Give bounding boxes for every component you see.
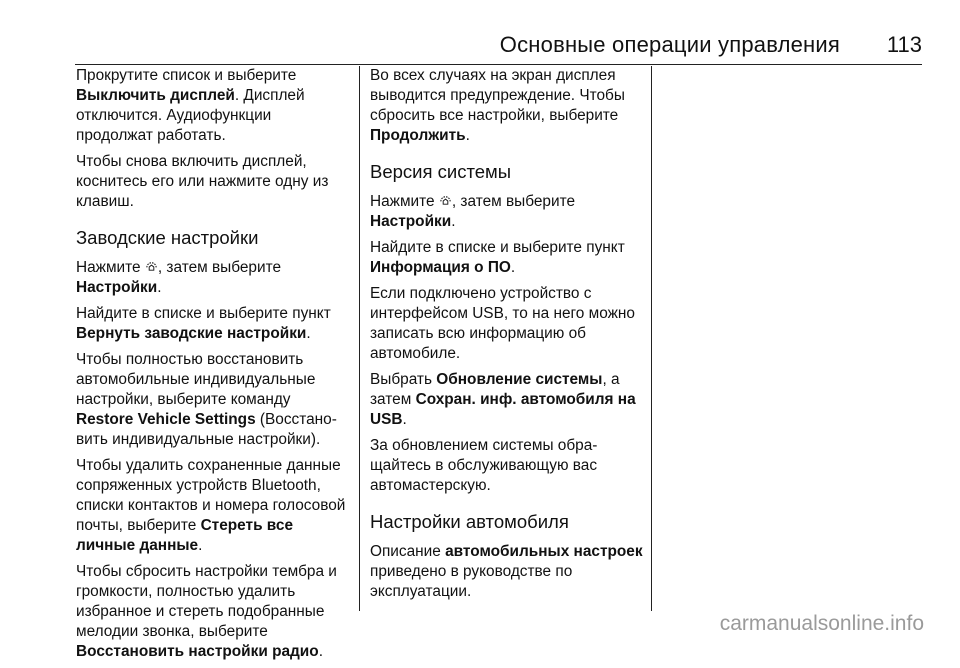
menu-command: Restore Vehicle Settings [76, 411, 256, 428]
text: . [451, 213, 456, 230]
text: . [510, 259, 516, 276]
section-heading-factory-settings: Заводские настройки [76, 227, 259, 248]
page-number: 113 [886, 32, 922, 57]
text: . [157, 279, 162, 296]
text: Описание [370, 543, 441, 560]
paragraph: За обновлением системы обращайтесь в обслуживающую вас автомастерскую. [370, 437, 598, 494]
paragraph [370, 238, 645, 278]
text: . [198, 537, 203, 554]
paragraph: Если подключено устройство с интерфейсом USB, то на него можно записать всю информацию об автомобиле. [370, 285, 635, 362]
text: приведено в руководстве по эксплуатации. [370, 563, 573, 600]
text: Найдите в списке и выберите пункт [370, 239, 625, 256]
menu-command: Настройки [76, 279, 158, 296]
text: Во всех случаях на экран дисплея выводится предупреждение. Чтобы сбросить все настройки, выберите [370, 67, 625, 124]
paragraph [370, 542, 645, 602]
home-icon [439, 194, 452, 207]
text: Прокрутите список и выберите [76, 67, 297, 84]
paragraph [370, 370, 645, 430]
menu-command: Информация о ПО [370, 259, 511, 276]
text: Нажмите [370, 193, 435, 210]
text: Найдите в списке и выберите пункт [76, 305, 331, 322]
page-header [0, 24, 960, 64]
paragraph [76, 304, 351, 344]
page-title: Основные операции управления [499, 32, 840, 57]
text-column-left [76, 66, 351, 668]
text: . [306, 325, 311, 342]
text: Чтобы удалить сохраненные данные сопряженных устройств Bluetooth, списки контактов и номера голосовой почты, выберите [76, 457, 346, 534]
menu-command: Сохран. инф. автомобиля на USB [370, 391, 636, 428]
text: (Восстановить индивидуальные настройки). [76, 411, 337, 448]
text: Чтобы сбросить настройки тембра и громкости, полностью удалить избранное и стереть подобранные мелодии звонка, выберите [76, 563, 337, 640]
paragraph [76, 350, 351, 450]
menu-command: Вернуть заводские настройки [76, 325, 307, 342]
text: , затем выберите [451, 193, 576, 210]
paragraph [370, 192, 645, 232]
menu-command: Восстановить настройки радио [76, 643, 319, 660]
text: . [402, 411, 407, 428]
text: Выбрать [370, 371, 432, 388]
paragraph [76, 66, 351, 146]
column-divider [359, 66, 360, 611]
header-rule [75, 64, 922, 65]
menu-command: Выключить дисплей [76, 87, 235, 104]
text: . [465, 127, 470, 144]
text: . [318, 643, 323, 660]
menu-command: Настройки [370, 213, 452, 230]
paragraph [76, 562, 351, 662]
menu-command: Стереть все личные данные [76, 517, 294, 554]
paragraph [76, 456, 351, 556]
menu-command: автомобильных настроек [445, 543, 643, 560]
section-heading-system-version: Версия системы [370, 161, 512, 182]
column-divider-right [651, 66, 652, 611]
paragraph: Чтобы снова включить дисплей, коснитесь его или нажмите одну из клавиш. [76, 153, 329, 210]
menu-command: Обновление системы [436, 371, 603, 388]
paragraph [370, 66, 645, 146]
watermark: carmanualsonline.info [719, 612, 924, 635]
paragraph [76, 258, 351, 298]
text-column-right [370, 66, 645, 608]
text: , а затем [370, 371, 620, 408]
text: Чтобы полностью восстановить автомобильные индивидуальные настройки, выберите команду [76, 351, 316, 408]
section-heading-vehicle-settings: Настройки автомобиля [370, 511, 569, 532]
text: Нажмите [76, 259, 141, 276]
text: . Дисплей отключится. Аудиофункции продолжат работать. [76, 87, 305, 144]
home-icon [145, 260, 158, 273]
menu-command: Продолжить [370, 127, 466, 144]
text: , затем выберите [157, 259, 282, 276]
